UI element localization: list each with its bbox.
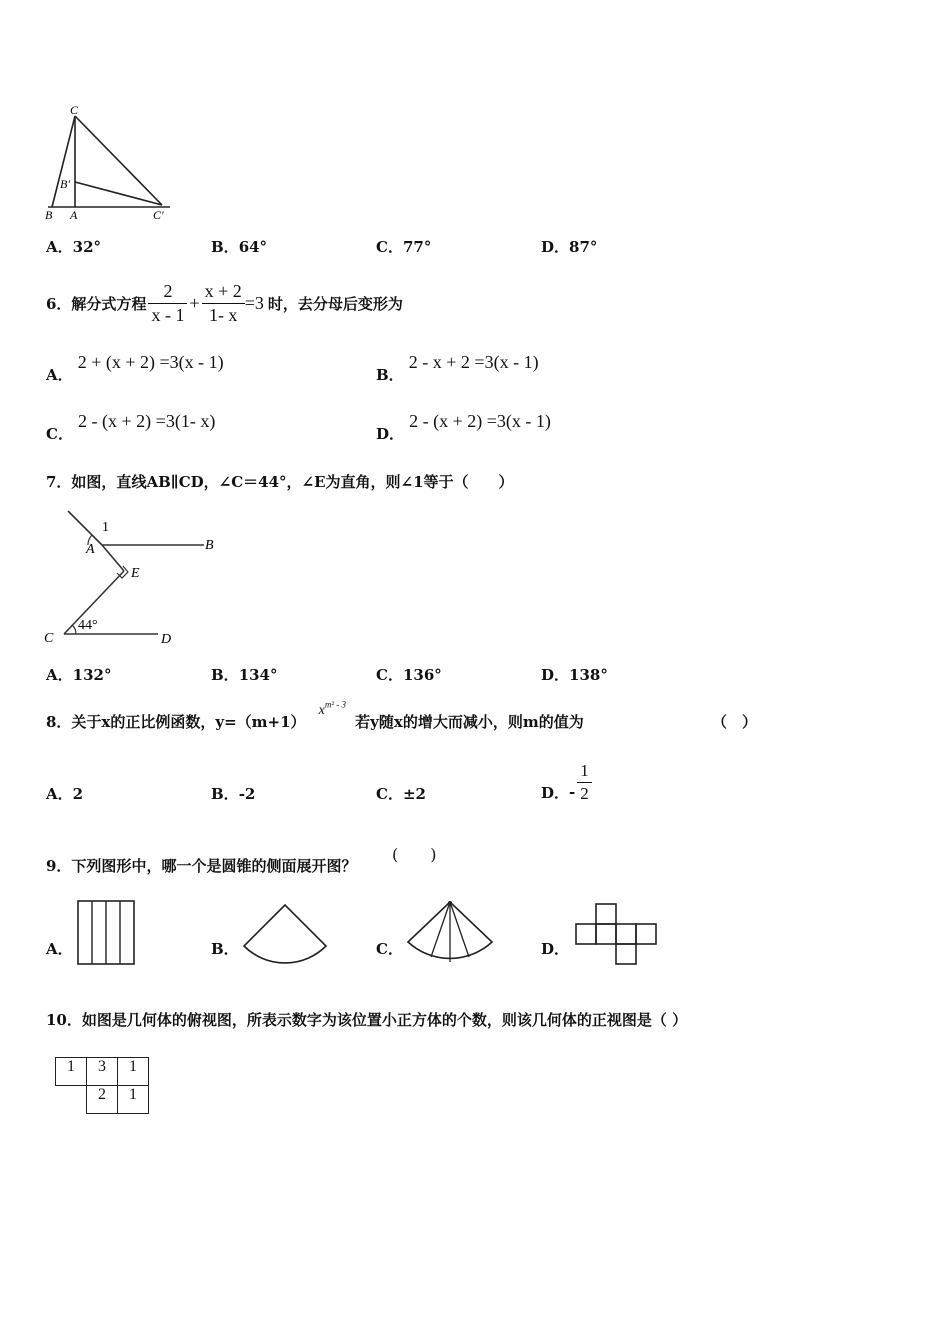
grid-row-bottom xyxy=(56,1086,149,1114)
label-B: B xyxy=(45,208,53,220)
option-letter: B． xyxy=(211,666,239,684)
label-A: A xyxy=(70,208,78,220)
q9-option-b-sector-icon[interactable] xyxy=(240,901,332,969)
q5-option-d[interactable] xyxy=(541,236,597,257)
q8-answer-paren: （ ） xyxy=(712,713,758,731)
option-expression: 2 - x + 2 =3(x - 1) xyxy=(408,352,539,372)
q8-d-fraction xyxy=(577,760,592,804)
option-letter: C． xyxy=(46,425,73,443)
frac-denominator: x - 1 xyxy=(151,304,185,325)
grid-cell: 3 xyxy=(87,1058,118,1086)
q6-option-b[interactable] xyxy=(376,352,539,384)
option-text: 87° xyxy=(569,238,598,256)
option-text: ±2 xyxy=(402,785,426,803)
grid-cell: 1 xyxy=(118,1086,149,1114)
option-text: 134° xyxy=(238,666,278,684)
option-letter: D． xyxy=(541,666,570,684)
q7-option-b[interactable] xyxy=(211,664,278,685)
q9-option-b-label[interactable]: B． xyxy=(211,940,239,958)
grid-cell: 2 xyxy=(87,1086,118,1114)
label-angle-44: 44° xyxy=(78,618,98,633)
q6-option-c[interactable] xyxy=(46,411,216,443)
q9-option-d-cube-net-icon[interactable] xyxy=(574,902,662,968)
q6-prefix: 6．解分式方程 xyxy=(46,294,147,313)
q9-option-d-label[interactable]: D． xyxy=(541,940,570,958)
frac-denominator: 1- x xyxy=(208,304,238,325)
q10-stem: 10．如图是几何体的俯视图，所表示数字为该位置小正方体的个数，则该几何体的正视图是（ ） xyxy=(46,1011,688,1029)
frac-denominator: 2 xyxy=(580,783,589,803)
q7-stem: 7．如图，直线AB∥CD，∠C＝44°，∠E为直角，则∠1等于（ ） xyxy=(46,473,514,491)
q8-option-a[interactable] xyxy=(46,783,83,804)
q7-parallel-lines-figure xyxy=(40,505,230,655)
power-base: x xyxy=(318,703,325,718)
q6-fraction-2 xyxy=(202,280,245,326)
q9-option-a-rectangles-icon[interactable] xyxy=(76,899,138,967)
label-C-prime: C' xyxy=(153,208,164,220)
option-letter: C． xyxy=(376,238,403,256)
q5-triangle-figure xyxy=(40,100,180,220)
q6-stem xyxy=(46,268,403,338)
q8-suffix: 若y随x的增大而减小，则m的值为 xyxy=(355,713,584,731)
option-letter: B． xyxy=(376,366,404,384)
frac-numerator: 1 xyxy=(577,760,592,782)
option-letter: D． xyxy=(541,238,570,256)
option-text: 2 xyxy=(72,785,84,803)
power-exponent: m² - 3 xyxy=(324,699,347,710)
option-letter: A． xyxy=(46,785,73,803)
label-B: B xyxy=(205,538,214,553)
option-letter: C． xyxy=(376,785,403,803)
option-text: 64° xyxy=(238,238,268,256)
option-text: 136° xyxy=(402,666,442,684)
option-text: 32° xyxy=(72,238,102,256)
label-1: 1 xyxy=(102,520,109,535)
q7-option-c[interactable] xyxy=(376,664,442,685)
label-A: A xyxy=(86,542,95,557)
option-letter: B． xyxy=(211,785,239,803)
option-letter: A． xyxy=(46,238,73,256)
label-B-prime: B' xyxy=(60,177,70,191)
q7-option-d[interactable] xyxy=(541,664,608,685)
q6-option-d[interactable] xyxy=(376,411,551,443)
option-letter: A． xyxy=(46,366,73,384)
option-letter: A． xyxy=(46,666,73,684)
option-expression: 2 - (x + 2) =3(x - 1) xyxy=(409,411,551,431)
q8-option-d[interactable] xyxy=(541,757,592,807)
option-letter: C． xyxy=(376,666,403,684)
q6-plus: + xyxy=(189,292,200,313)
q8-stem xyxy=(46,700,584,740)
q6-fraction-1 xyxy=(148,280,187,326)
label-C: C xyxy=(44,631,54,646)
q5-option-a[interactable] xyxy=(46,236,101,257)
q6-suffix: 时，去分母后变形为 xyxy=(267,294,403,313)
grid-cell: 1 xyxy=(118,1058,149,1086)
q8-option-b[interactable] xyxy=(211,783,255,804)
q6-rhs: =3 xyxy=(244,292,264,313)
option-expression: 2 - (x + 2) =3(1- x) xyxy=(78,411,216,431)
option-text: -2 xyxy=(238,785,256,803)
q9-answer-paren: ( ) xyxy=(392,845,437,864)
option-text: 138° xyxy=(569,666,608,684)
option-text: 77° xyxy=(402,238,432,256)
q5-option-b[interactable] xyxy=(211,236,267,257)
q9-stem: 9．下列图形中，哪一个是圆锥的侧面展开图？ xyxy=(46,857,357,875)
q9-option-c-pyramid-icon[interactable] xyxy=(404,898,496,968)
option-letter: D． xyxy=(541,783,570,802)
q8-prefix: 8．关于x的正比例函数，y=（m+1） xyxy=(46,713,306,731)
option-letter: D． xyxy=(376,425,405,443)
grid-row-top xyxy=(56,1058,149,1086)
frac-numerator: x + 2 xyxy=(202,280,245,304)
option-text: 132° xyxy=(72,666,112,684)
grid-cell-empty xyxy=(56,1086,87,1114)
option-sign: - xyxy=(569,783,576,801)
label-E: E xyxy=(131,566,140,581)
q9-option-c-label[interactable]: C． xyxy=(376,940,403,958)
option-letter: B． xyxy=(211,238,239,256)
q5-option-c[interactable] xyxy=(376,236,431,257)
q8-power xyxy=(319,699,346,719)
q9-option-a-label[interactable]: A． xyxy=(46,940,73,958)
q8-option-c[interactable] xyxy=(376,783,426,804)
q6-option-a[interactable] xyxy=(46,352,224,384)
frac-numerator: 2 xyxy=(148,280,187,304)
label-D: D xyxy=(161,632,172,647)
label-C: C xyxy=(70,103,79,117)
option-expression: 2 + (x + 2) =3(x - 1) xyxy=(77,352,224,372)
q7-option-a[interactable] xyxy=(46,664,111,685)
q10-top-view-grid xyxy=(55,1057,149,1114)
grid-cell: 1 xyxy=(56,1058,87,1086)
